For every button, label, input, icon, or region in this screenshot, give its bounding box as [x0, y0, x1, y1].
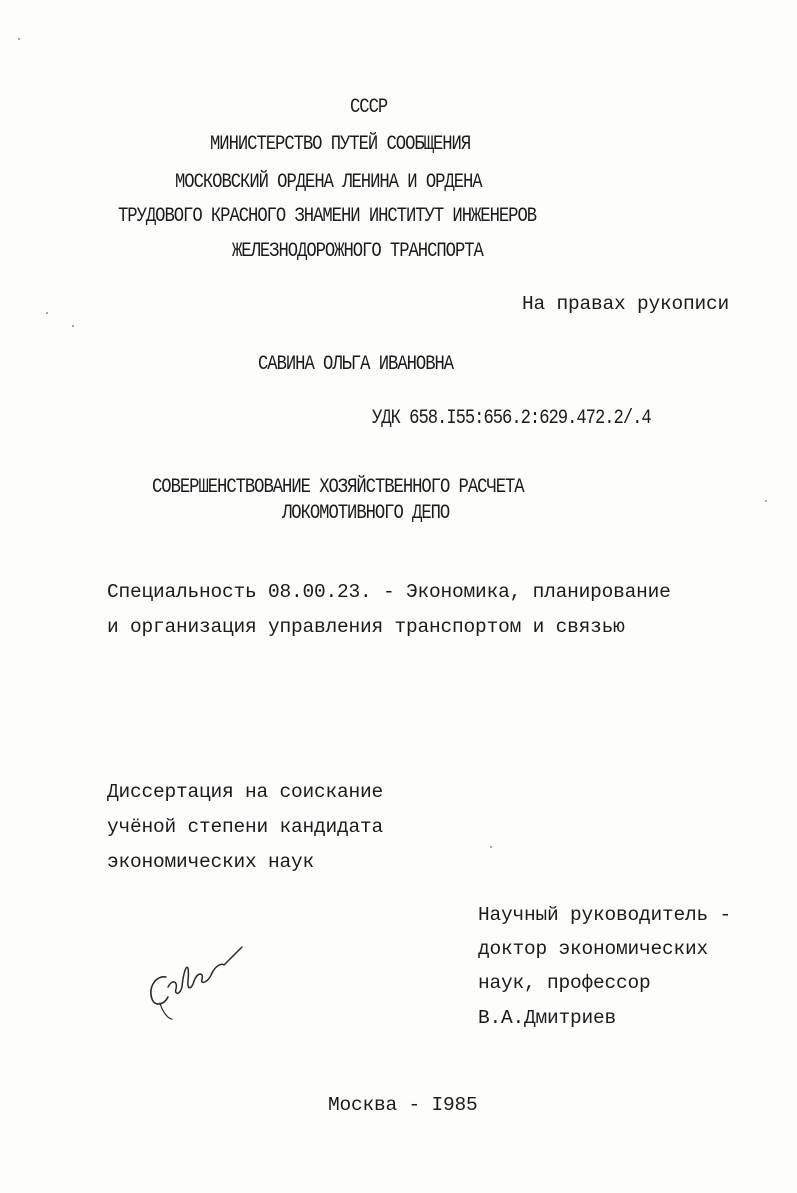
scan-speck [18, 38, 20, 40]
advisor-line-3: наук, профессор [478, 972, 651, 994]
institute-line-3: ЖЕЛЕЗНОДОРОЖНОГО ТРАНСПОРТА [232, 240, 483, 263]
scan-speck [46, 312, 48, 314]
specialty-line-2: и организация управления транспортом и связью [107, 616, 625, 638]
manuscript-note: На правах рукописи [522, 293, 730, 315]
scan-speck [72, 325, 74, 327]
city-year: Москва - I985 [328, 1094, 478, 1116]
advisor-line-4: В.А.Дмитриев [478, 1007, 617, 1029]
udc-code: УДК 658.I55:656.2:629.472.2/.4 [372, 407, 651, 430]
specialty-line-1: Специальность 08.00.23. - Экономика, планирование [107, 581, 671, 603]
handwritten-signature [138, 935, 248, 1025]
ministry-heading: МИНИСТЕРСТВО ПУТЕЙ СООБЩЕНИЯ [210, 133, 471, 156]
scan-speck [765, 500, 767, 502]
institute-line-2: ТРУДОВОГО КРАСНОГО ЗНАМЕНИ ИНСТИТУТ ИНЖЕНЕРОВ [118, 205, 537, 228]
country-heading: СССР [350, 96, 388, 119]
advisor-line-1: Научный руководитель - [478, 904, 732, 926]
dissertation-title-line-1: СОВЕРШЕНСТВОВАНИЕ ХОЗЯЙСТВЕННОГО РАСЧЕТА [152, 476, 524, 499]
advisor-line-2: доктор экономических [478, 938, 709, 960]
dissertation-title-line-2: ЛОКОМОТИВНОГО ДЕПО [282, 502, 450, 525]
degree-line-1: Диссертация на соискание [107, 781, 384, 803]
institute-line-1: МОСКОВСКИЙ ОРДЕНА ЛЕНИНА И ОРДЕНА [175, 171, 482, 194]
degree-line-2: учёной степени кандидата [107, 816, 384, 838]
degree-line-3: экономических наук [107, 851, 315, 873]
scan-speck [490, 846, 492, 848]
author-name: САВИНА ОЛЬГА ИВАНОВНА [258, 353, 454, 376]
